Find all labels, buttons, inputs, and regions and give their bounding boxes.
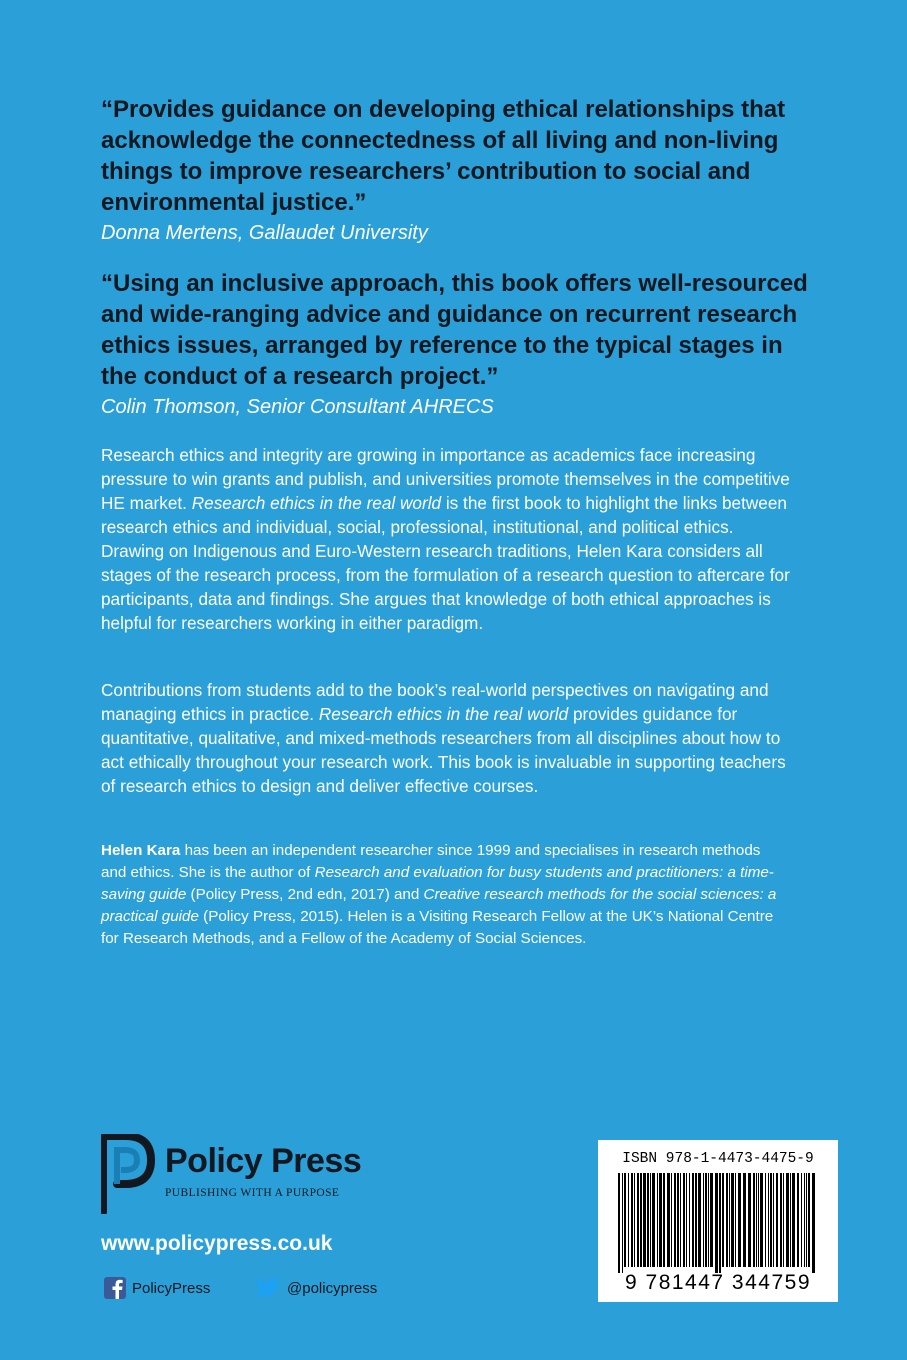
publisher-tagline: PUBLISHING WITH A PURPOSE	[165, 1187, 340, 1199]
description-text: Research ethics and integrity are growing in importance as academics face increasing pressure to win grants and publish, and universities promote themselves in the competitive HE market.	[101, 445, 790, 513]
isbn-barcode	[598, 1140, 838, 1302]
twitter-icon	[255, 1277, 281, 1299]
description-paragraph-1	[101, 443, 791, 635]
endorsement-1-text: “Provides guidance on developing ethical relationships that acknowledge the connectedness of all living and non-living things to improve researchers’ contribution to social and environmental justice.”	[101, 96, 786, 216]
twitter-handle: @policypress	[287, 1279, 378, 1297]
bio-text: (Policy Press, 2015). Helen is a Visiting Research Fellow at the UK’s National Centre for Research Methods, and a Fellow of the Academy of Social Sciences.	[101, 908, 774, 947]
endorsement-1-attribution: Donna Mertens, Gallaudet University	[101, 222, 428, 244]
description-paragraph-2	[101, 678, 791, 798]
book-title: Research ethics in the real world	[318, 704, 569, 724]
endorsement-2-attribution: Colin Thomson, Senior Consultant AHRECS	[101, 396, 494, 418]
twitter-link[interactable]	[255, 1276, 377, 1300]
description-text: is the first book to highlight the links between research ethics and individual, social, professional, institutional, and political ethics. Drawing on Indigenous and Euro-Western research traditions, Helen Kara considers all stages of the research process, from the formulation of a research question to aftercare for participants, data and findings. She argues that knowledge of both ethical approaches is helpful for researchers working in either paradigm.	[101, 493, 790, 633]
isbn-label: ISBN 978-1-4473-4475-9	[622, 1151, 814, 1167]
publisher-logo	[101, 1134, 391, 1214]
author-name: Helen Kara	[101, 842, 181, 859]
bio-book-title-1: Research and evaluation for busy students and practitioners: a time-saving guide	[101, 864, 774, 903]
policy-press-p-icon	[101, 1134, 155, 1214]
endorsement-2-text: “Using an inclusive approach, this book offers well-resourced and wide-ranging advice and guidance on recurrent research ethics issues, arranged by reference to the typical stages in the conduct of a research project.”	[101, 270, 808, 390]
barcode-bars	[618, 1173, 818, 1273]
bio-text: has been an independent researcher since 1999 and specialises in research methods and ethics. She is the author of	[101, 842, 761, 881]
bio-text: (Policy Press, 2nd edn, 2017) and	[186, 886, 424, 903]
endorsement-1	[101, 94, 821, 246]
author-bio	[101, 840, 781, 950]
endorsement-2	[101, 268, 821, 420]
bio-book-title-2: Creative research methods for the social sciences: a practical guide	[101, 886, 777, 925]
description-text: Contributions from students add to the book’s real-world perspectives on navigating and managing ethics in practice.	[101, 680, 769, 724]
description-text: provides guidance for quantitative, qualitative, and mixed-methods researchers from all disciplines about how to act ethically throughout your research work. This book is invaluable in supporting teachers of research ethics to design and deliver effective courses.	[101, 704, 786, 796]
book-title: Research ethics in the real world	[191, 493, 442, 513]
barcode-digits: 9 781447 344759	[625, 1271, 811, 1294]
facebook-handle: PolicyPress	[132, 1279, 211, 1297]
publisher-name: Policy Press	[165, 1142, 362, 1180]
publisher-website[interactable]: www.policypress.co.uk	[101, 1232, 333, 1255]
facebook-link[interactable]	[104, 1276, 210, 1300]
facebook-icon	[104, 1277, 126, 1299]
